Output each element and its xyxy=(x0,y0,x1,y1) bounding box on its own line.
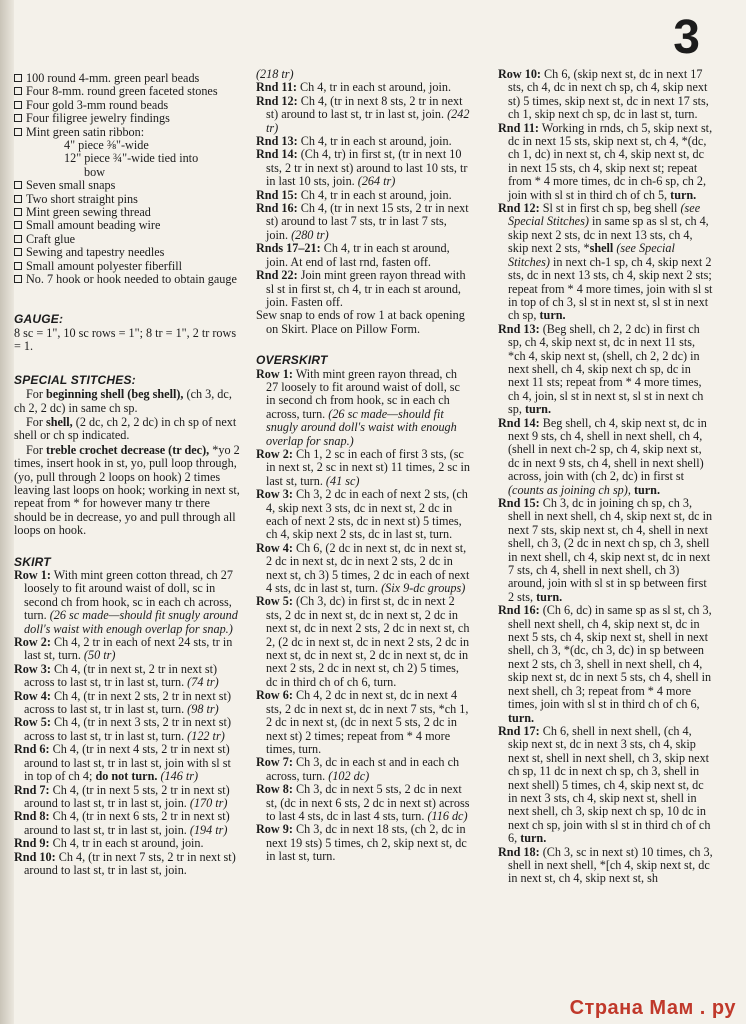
checkbox-icon[interactable] xyxy=(14,74,22,82)
material-item: Small amount beading wire xyxy=(14,219,242,232)
instruction-row: Rnd 14: Beg shell, ch 4, skip next st, dc in next 9 sts, ch 4, shell in next shell, ch 4, (shell in next ch-2 sp, ch 4, skip next st, dc in next 9 sts, ch 4, shell in next shell) across, join with (ch 2, dc) in first st (counts as joining ch sp), turn. xyxy=(498,415,707,497)
material-item: Seven small snaps xyxy=(14,179,242,192)
checkbox-icon[interactable] xyxy=(14,221,22,229)
checkbox-icon[interactable] xyxy=(14,128,22,136)
instruction-row: Row 4: Ch 4, (tr in next 2 sts, 2 tr in next st) across to last st, tr in last st, turn. (98 tr) xyxy=(14,688,231,717)
checkbox-icon[interactable] xyxy=(14,101,22,109)
checkbox-icon[interactable] xyxy=(14,195,22,203)
instruction-row: Rnd 15: Ch 4, tr in each st around, join. xyxy=(256,187,452,202)
beg-shell-definition: For beginning shell (beg shell), (ch 3, dc, ch 2, 2 dc) in same ch sp. xyxy=(14,387,232,415)
instruction-row: Row 5: (Ch 3, dc) in first st, dc in next 2 sts, 2 dc in next st, dc in next st, 2 dc in next st, dc in next 2 sts, 2 dc in next st, ch 2, (2 dc in next st, dc in next 2 sts, 2 dc in next st, dc in next st, 2 dc in next st, dc in next 2 sts, 2 dc in next st, ch 2) 5 times, dc in third ch of ch 6, turn. xyxy=(256,594,470,689)
material-item: Four gold 3-mm round beads xyxy=(14,99,242,112)
overskirt-heading: OVERSKIRT xyxy=(256,353,328,368)
material-item: Mint green sewing thread xyxy=(14,206,242,219)
page-spine xyxy=(0,0,14,1024)
skirt-heading: SKIRT xyxy=(14,554,51,569)
instruction-continuation: (218 tr) xyxy=(256,67,294,81)
special-stitches-heading: SPECIAL STITCHES: xyxy=(14,372,136,387)
column-3 xyxy=(498,68,714,886)
checkbox-icon[interactable] xyxy=(14,87,22,95)
instruction-row: Rnd 9: Ch 4, tr in each st around, join. xyxy=(14,836,204,851)
shell-definition: For shell, (2 dc, ch 2, 2 dc) in ch sp of next shell or ch sp indicated. xyxy=(14,414,237,443)
material-item: Four 8-mm. round green faceted stones xyxy=(14,85,242,98)
checkbox-icon[interactable] xyxy=(14,275,22,283)
instruction-row: Rnd 15: Ch 3, dc in joining ch sp, ch 3, shell in next shell, ch 4, skip next st, dc in next 7 sts, skip next st, ch 4, shell in next shell, ch 3, (2 dc in next ch sp, ch 3, shell in next shell, ch 4, skip next st, dc in next 7 sts, ch 4, shell in next shell, ch 3) around, join with sl st in sp between first 2 sts, turn. xyxy=(498,496,713,604)
instruction-row: Rnd 10: Ch 4, (tr in next 7 sts, 2 tr in next st) around to last st, tr in last st, join. xyxy=(14,849,236,877)
instruction-row: Row 1: With mint green rayon thread, ch 27 loosely to fit around waist of doll, sc in second ch from hook, sc in each ch across, turn. (26 sc made—should fit snugly around doll's waist with enough overlap for snap.) xyxy=(256,366,460,448)
page-number: 3 xyxy=(673,11,700,64)
column-2 xyxy=(256,68,470,864)
instruction-row: Row 4: Ch 6, (2 dc in next st, dc in next st, 2 dc in next st, dc in next 2 sts, 2 dc in next st, ch 3) 5 times, 2 dc in each of next 4 sts, dc in last st, turn. (Six 9-dc groups) xyxy=(256,540,470,596)
instruction-row: Rnd 11: Working in rnds, ch 5, skip next st, dc in next 15 sts, skip next st, ch 4, *(dc, ch 1, dc) in next st, ch 4, skip next st, dc in next 15 sts, ch 4, skip next st; repeat from * 4 more times, dc in ch-6 sp, ch 2, join with sl st in third ch of ch 5, turn. xyxy=(498,120,713,202)
instruction-row: Rnd 12: Ch 4, (tr in next 8 sts, 2 tr in next st) around to last st, tr in last st, join. (242 tr) xyxy=(256,93,470,135)
material-item: Sewing and tapestry needles xyxy=(14,246,242,259)
instruction-row: Row 8: Ch 3, dc in next 5 sts, 2 dc in next st, (dc in next 6 sts, 2 dc in next st) across to last 4 sts, dc in last 4 sts, turn. (116 dc) xyxy=(256,782,470,823)
material-item: Mint green satin ribbon: 4" piece ⅜"-wide 12" piece ¾"-wide tied into bow xyxy=(14,126,242,180)
material-item: Small amount polyester fiberfill xyxy=(14,260,242,273)
ribbon-line: 4" piece ⅜"-wide xyxy=(64,138,149,153)
instruction-row: Rnd 16: (Ch 6, dc) in same sp as sl st, ch 3, shell next shell, ch 4, skip next st, dc in next 5 sts, ch 4, skip next st, shell in next shell, ch 3, *(dc, ch 3, dc) in sp between next 2 sts, ch 3, shell in next shell, ch 4, skip next st, dc in next 5 sts, ch 4, shell in next shell, ch 3; repeat from * 4 more times, join with sl st in third ch of ch 6, turn. xyxy=(498,603,712,725)
instruction-row: Rnd 8: Ch 4, (tr in next 6 sts, 2 tr in next st) around to last st, tr in last st, join. (194 tr) xyxy=(14,809,230,837)
instruction-row: Rnd 12: Sl st in first ch sp, beg shell (see Special Stitches) in same sp as sl st, ch 4, skip next 2 sts, dc in next 13 sts, ch 4, skip next 2 sts, *shell (see Special Stitches) in next ch-1 sp, ch 4, skip next 2 sts, dc in next 13 sts, ch 4, skip next 2 sts; repeat from * 4 more times, join with sl st in top of ch 3, sl st in next st, sl st in next ch sp, turn. xyxy=(498,201,713,323)
material-item: Craft glue xyxy=(14,233,242,246)
instruction-row: Rnd 6: Ch 4, (tr in next 4 sts, 2 tr in next st) around to last st, tr in last st, join with sl st in top of ch 4; do not turn. (146 tr) xyxy=(14,742,231,784)
instruction-row: Rnd 14: (Ch 4, tr) in first st, (tr in next 10 sts, 2 tr in next st) around to last 10 sts, tr in last 10 sts, join. (264 tr) xyxy=(256,147,468,189)
instruction-row: Rnd 7: Ch 4, (tr in next 5 sts, 2 tr in next st) around to last st, tr in last st, join. (170 tr) xyxy=(14,782,230,810)
instruction-row: Row 9: Ch 3, dc in next 18 sts, (ch 2, dc in next 19 sts) 5 times, ch 2, skip next st, dc in last st, turn. xyxy=(256,822,467,864)
checkbox-icon[interactable] xyxy=(14,262,22,270)
instruction-row: Row 5: Ch 4, (tr in next 3 sts, 2 tr in next st) across to last st, tr in last st, turn. (122 tr) xyxy=(14,715,231,743)
instruction-row: Row 2: Ch 4, 2 tr in each of next 24 sts, tr in last st, turn. (50 tr) xyxy=(14,635,233,663)
instruction-row: Rnd 17: Ch 6, shell in next shell, (ch 4, skip next st, dc in next 3 sts, ch 4, skip next st, shell in next shell, ch 3, skip next ch sp, 11 dc in next ch sp, ch 3, shell in next shell) 5 times, ch 4, skip next st, dc in next 3 sts, ch 4, skip next st, shell in next shell, ch 3, skip next ch sp, 10 dc in next ch sp, join with sl st in third ch of ch 6, turn. xyxy=(498,723,711,846)
instruction-row: Row 7: Ch 3, dc in each st and in each ch across, turn. (102 dc) xyxy=(256,755,460,783)
instruction-row: Row 2: Ch 1, 2 sc in each of first 3 sts, (sc in next st, 2 sc in next st) 11 times, 2 sc in last st, turn. (41 sc) xyxy=(256,446,471,488)
instruction-row: Row 3: Ch 4, (tr in next st, 2 tr in next st) across to last st, tr in last st, turn. (74 tr) xyxy=(14,661,219,690)
ribbon-line: bow xyxy=(84,164,105,179)
instruction-row: Rnd 13: (Beg shell, ch 2, 2 dc) in first ch sp, ch 4, skip next st, dc in next 11 sts, *ch 4, skip next st, (shell, ch 2, 2 dc) in next shell, ch 4, skip next ch sp, dc in next 11 sts; repeat from * 4 more times, ch 4, join, sl st in next st, sl st in next ch sp, turn. xyxy=(498,321,704,417)
skirt-finishing: Sew snap to ends of row 1 at back opening on Skirt. Place on Pillow Form. xyxy=(256,308,465,336)
material-item: Four filigree jewelry findings xyxy=(14,112,242,125)
instruction-row: Rnds 17–21: Ch 4, tr in each st around, join. At end of last rnd, fasten off. xyxy=(256,241,450,269)
instruction-row: Row 10: Ch 6, (skip next st, dc in next 17 sts, ch 4, dc in next ch sp, ch 4, skip next st) 5 times, skip next st, dc in next 17 sts, ch 1, skip next ch sp, dc in last st, turn. xyxy=(498,67,709,122)
instruction-row: Row 3: Ch 3, 2 dc in each of next 2 sts, (ch 4, skip next 3 sts, dc in next st, 2 dc in each of next 2 sts, dc in next st) 5 times, ch 4, skip next 2 sts, dc in last st, turn. xyxy=(256,487,468,542)
instruction-row: Rnd 22: Join mint green rayon thread with sl st in first st, ch 4, tr in each st around, join. Fasten off. xyxy=(256,268,466,309)
material-item: 100 round 4-mm. green pearl beads xyxy=(14,72,242,85)
checkbox-icon[interactable] xyxy=(14,248,22,256)
instruction-row: Rnd 16: Ch 4, (tr in next 15 sts, 2 tr in next st) around to last 7 sts, tr in last 7 sts, join. (280 tr) xyxy=(256,201,469,242)
watermark-logo: Страна Мам . ру xyxy=(569,997,736,1019)
checkbox-icon[interactable] xyxy=(14,235,22,243)
material-item: No. 7 hook or hook needed to obtain gauge xyxy=(14,273,242,286)
material-item: Two short straight pins xyxy=(14,193,242,206)
column-1 xyxy=(14,72,242,877)
ribbon-line: 12" piece ¾"-wide tied into xyxy=(64,151,199,166)
instruction-row: Row 6: Ch 4, 2 dc in next st, dc in next 4 sts, 2 dc in next st, dc in next 7 sts, *ch 1, 2 dc in next st, (dc in next 5 sts, 2 dc in next st) 2 times; repeat from * 4 more times, turn. xyxy=(256,688,469,756)
checkbox-icon[interactable] xyxy=(14,181,22,189)
instruction-row: Rnd 13: Ch 4, tr in each st around, join. xyxy=(256,134,452,149)
gauge-text: 8 sc = 1", 10 sc rows = 1"; 8 tr = 1", 2 tr rows = 1. xyxy=(14,325,237,354)
checkbox-icon[interactable] xyxy=(14,208,22,216)
checkbox-icon[interactable] xyxy=(14,114,22,122)
instruction-row: Row 1: With mint green cotton thread, ch 27 loosely to fit around waist of doll, sc in second ch from hook, sc in each ch across, turn. (26 sc made—should fit snugly around doll's waist with enough overlap for snap.) xyxy=(14,568,238,636)
instruction-row: Rnd 11: Ch 4, tr in each st around, join. xyxy=(256,80,451,95)
instruction-row: Rnd 18: (Ch 3, sc in next st) 10 times, ch 3, shell in next shell, *[ch 4, skip next st, dc in next st, ch 4, skip next st, sh xyxy=(498,844,713,886)
gauge-heading: GAUGE: xyxy=(14,311,64,326)
tr-dec-definition: For treble crochet decrease (tr dec), *yo 2 times, insert hook in st, yo, pull loop through, (yo, pull through 2 loops on hook) 2 times leaving last loops on hook; working in next st, repeat from * for however many tr there should be in decrease, yo and pull through all loops on hook. xyxy=(14,442,240,538)
